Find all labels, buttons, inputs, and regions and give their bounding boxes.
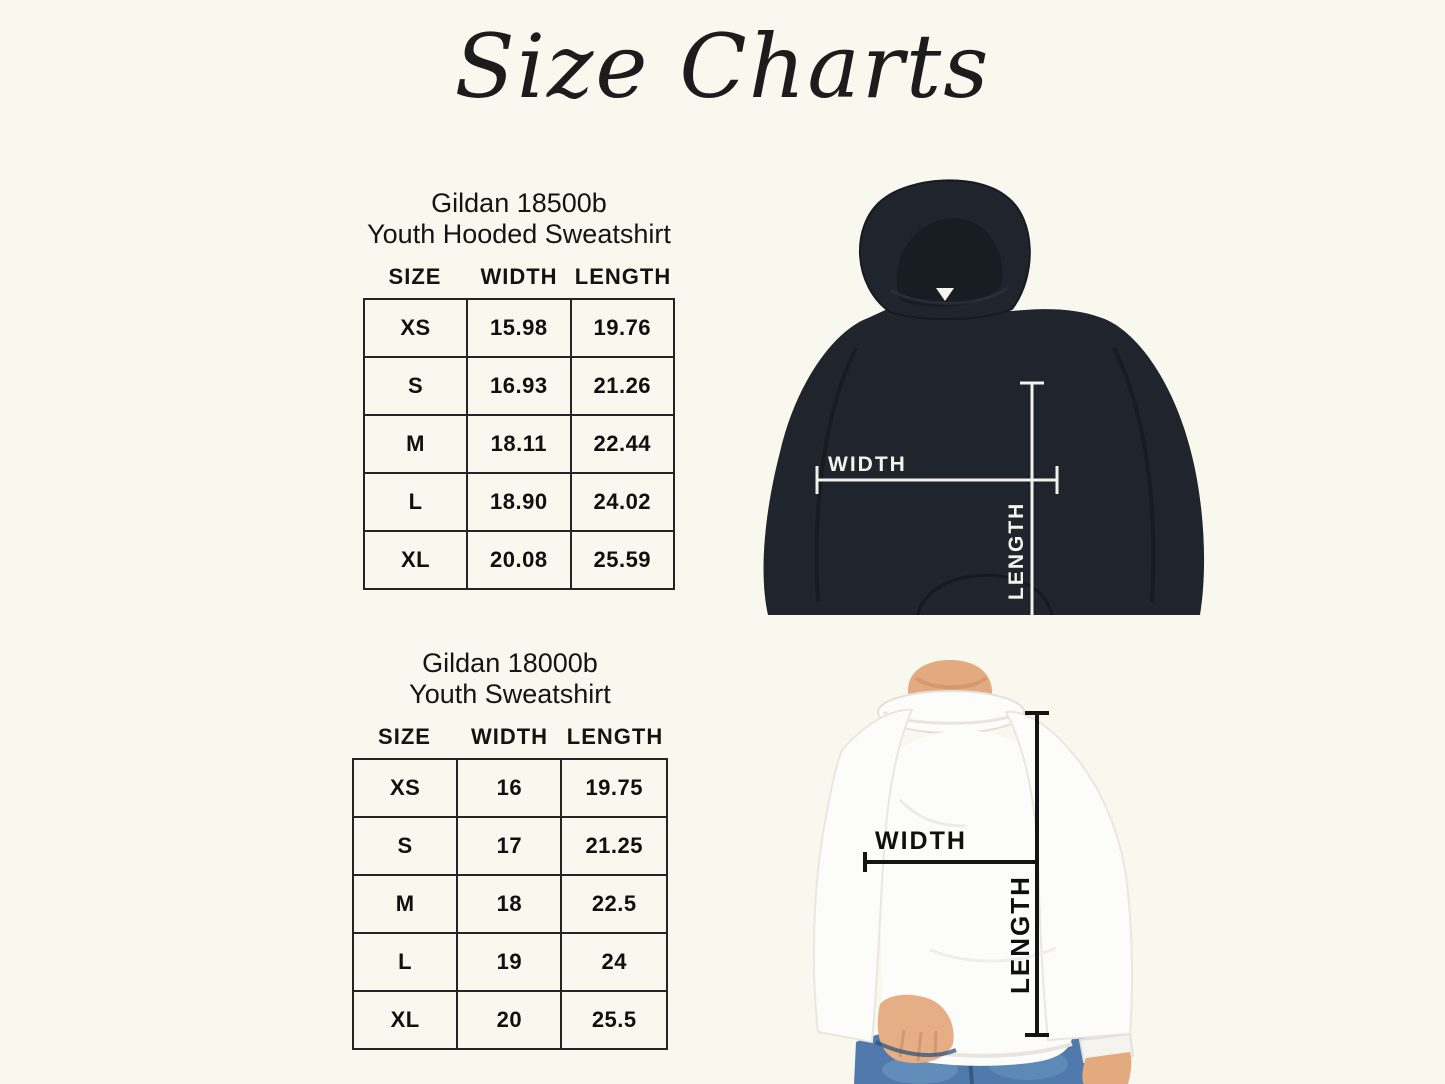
table-cell-width: 17 [457, 817, 561, 875]
product-title [363, 188, 675, 250]
table-row [353, 933, 667, 991]
table-cell-size: L [353, 933, 457, 991]
column-header-size: SIZE [388, 264, 442, 289]
crewneck-measurement-image [780, 650, 1245, 1084]
table-cell-width: 16.93 [467, 357, 570, 415]
table-cell-width: 15.98 [467, 299, 570, 357]
table-cell-width: 19 [457, 933, 561, 991]
product-title [352, 648, 668, 710]
table-cell-length: 25.59 [571, 531, 674, 589]
crewneck-length-label: LENGTH [1005, 875, 1035, 994]
column-header-length: LENGTH [566, 724, 664, 749]
column-header-size: SIZE [378, 724, 431, 749]
table-column-headers [352, 724, 668, 750]
table-row [353, 875, 667, 933]
table-cell-size: S [364, 357, 467, 415]
table-cell-width: 18.90 [467, 473, 570, 531]
table-cell-width: 20.08 [467, 531, 570, 589]
table-cell-size: XL [364, 531, 467, 589]
product-title-line1: Gildan 18500b [431, 188, 607, 218]
table-cell-size: L [364, 473, 467, 531]
product-title-line2: Youth Hooded Sweatshirt [367, 219, 671, 249]
table-cell-length: 24.02 [571, 473, 674, 531]
column-header-width: WIDTH [470, 724, 549, 749]
table-row [364, 473, 674, 531]
table-row [364, 531, 674, 589]
product-title-line1: Gildan 18000b [422, 648, 598, 678]
table-cell-width: 18.11 [467, 415, 570, 473]
table-cell-length: 19.75 [561, 759, 667, 817]
table-cell-length: 25.5 [561, 991, 667, 1049]
table-row [353, 817, 667, 875]
table-cell-size: XS [364, 299, 467, 357]
table-row [364, 415, 674, 473]
crewneck-sweatshirt-size-section [352, 648, 668, 1050]
table-cell-length: 22.5 [561, 875, 667, 933]
table-row [364, 357, 674, 415]
table-row [364, 299, 674, 357]
table-column-headers [363, 264, 675, 290]
table-cell-size: XL [353, 991, 457, 1049]
table-cell-size: M [364, 415, 467, 473]
hoodie-length-label: LENGTH [1005, 501, 1028, 600]
table-cell-width: 20 [457, 991, 561, 1049]
hoodie-measurement-image [740, 170, 1230, 615]
table-cell-size: XS [353, 759, 457, 817]
page-title: Size Charts [454, 15, 991, 118]
product-title-line2: Youth Sweatshirt [409, 679, 611, 709]
table-cell-length: 22.44 [571, 415, 674, 473]
size-table-crewneck [352, 758, 668, 1050]
hoodie-width-label: WIDTH [828, 453, 907, 476]
table-cell-width: 18 [457, 875, 561, 933]
table-row [353, 759, 667, 817]
hooded-sweatshirt-size-section [363, 188, 675, 590]
crewneck-width-label: WIDTH [875, 827, 967, 855]
table-cell-length: 21.26 [571, 357, 674, 415]
column-header-length: LENGTH [574, 264, 672, 289]
size-table-hooded [363, 298, 675, 590]
table-cell-length: 21.25 [561, 817, 667, 875]
table-cell-size: M [353, 875, 457, 933]
table-row [353, 991, 667, 1049]
table-cell-width: 16 [457, 759, 561, 817]
table-cell-length: 19.76 [571, 299, 674, 357]
column-header-width: WIDTH [480, 264, 558, 289]
table-cell-size: S [353, 817, 457, 875]
table-cell-length: 24 [561, 933, 667, 991]
